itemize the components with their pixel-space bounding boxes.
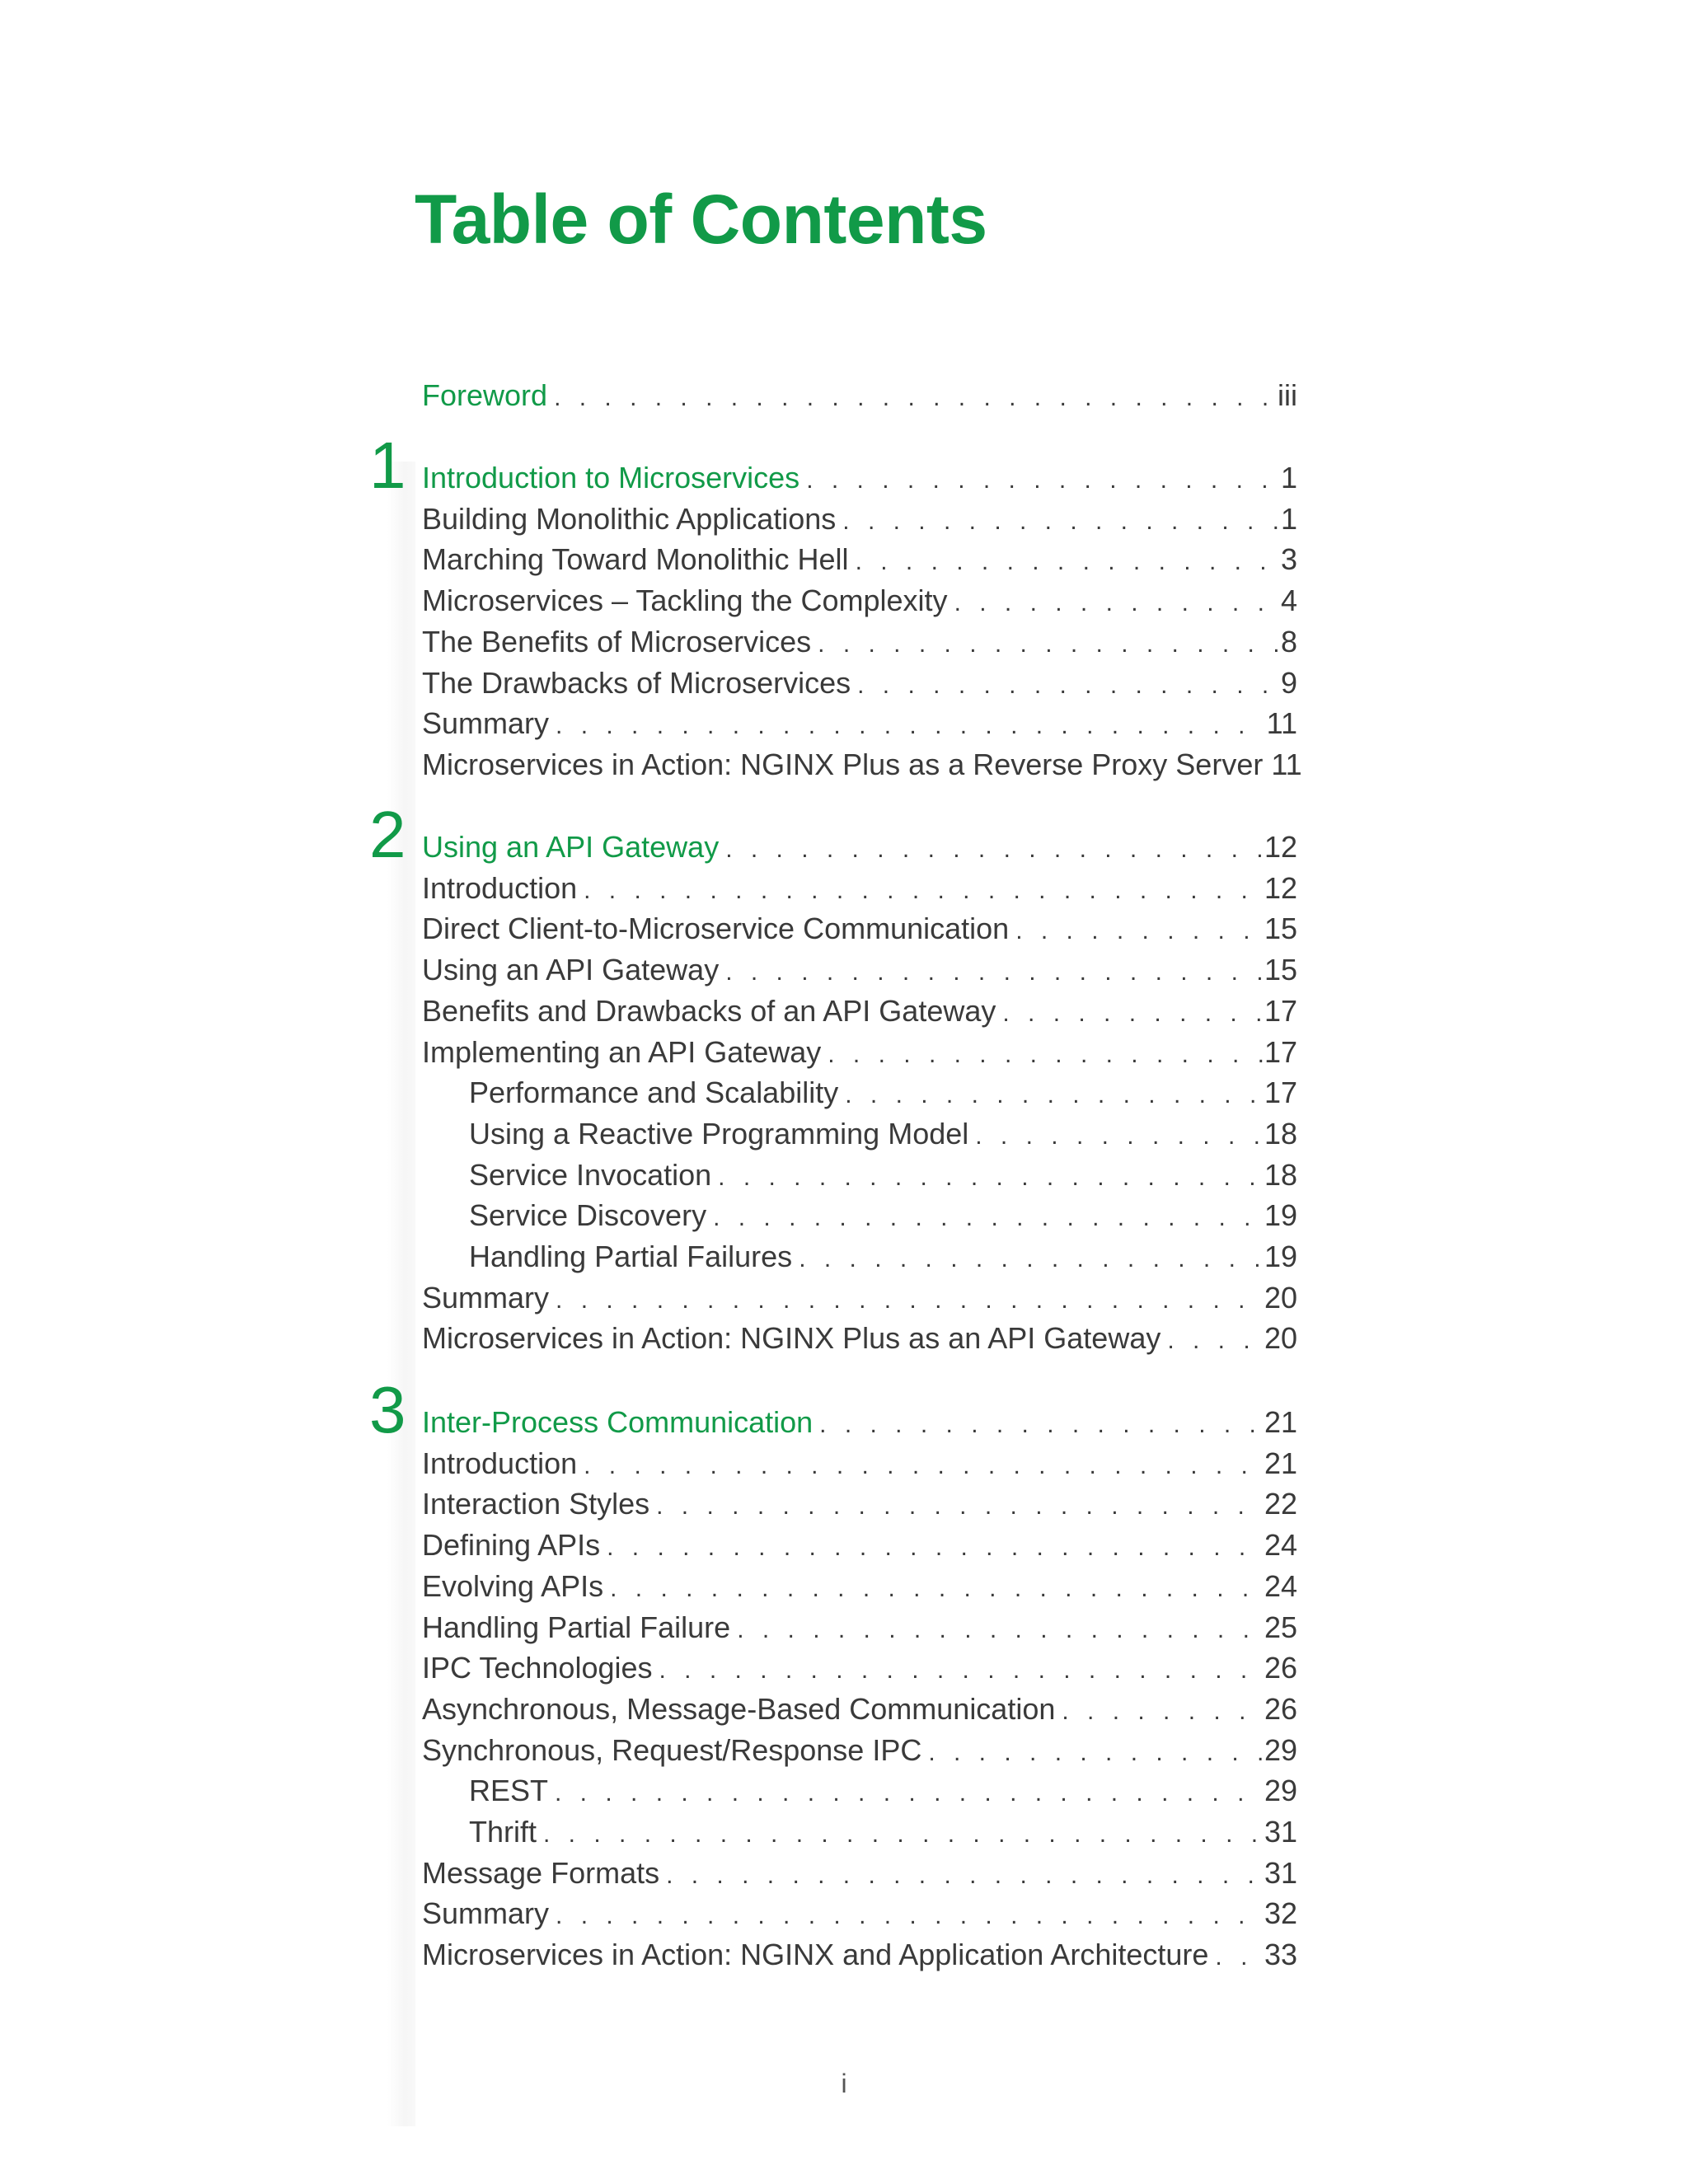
page-edge-shade xyxy=(387,462,415,2126)
dot-leader xyxy=(806,460,1279,501)
toc-entry-label: Performance and Scalability xyxy=(469,1076,839,1110)
dot-leader xyxy=(1167,1320,1263,1361)
toc-entry-label: Summary xyxy=(422,1896,550,1931)
toc-entry-label: Handling Partial Failure xyxy=(422,1610,731,1644)
toc-entry-label: Foreword xyxy=(422,378,548,412)
toc-entry-section[interactable] xyxy=(422,1730,1297,1771)
toc-entry-label: Introduction xyxy=(422,1446,578,1480)
toc-entry-section[interactable] xyxy=(422,1647,1297,1689)
toc-entry-chapter[interactable] xyxy=(422,457,1297,499)
dot-leader xyxy=(659,1650,1263,1691)
dot-leader xyxy=(1215,1937,1263,1978)
toc-entry-label: Summary xyxy=(422,1280,550,1315)
toc-entry-label: Synchronous, Request/Response IPC xyxy=(422,1732,922,1767)
toc-entry-page: 17 xyxy=(1264,1076,1297,1110)
toc-entry-page: 19 xyxy=(1264,1240,1297,1273)
toc-entry-label: IPC Technologies xyxy=(422,1651,653,1685)
toc-entry-page: 19 xyxy=(1264,1198,1297,1233)
dot-leader xyxy=(828,1034,1263,1076)
dot-leader xyxy=(554,377,1276,419)
toc-entry-section[interactable] xyxy=(422,1566,1297,1607)
dot-leader xyxy=(1062,1691,1263,1732)
toc-entry-section[interactable] xyxy=(422,868,1297,909)
toc-entry-section[interactable] xyxy=(422,1893,1297,1934)
toc-entry-section[interactable] xyxy=(422,499,1297,540)
dot-leader xyxy=(584,1446,1263,1487)
toc-entry-label: Service Discovery xyxy=(469,1198,707,1233)
toc-entry-page: 8 xyxy=(1280,624,1297,658)
toc-entry-page: 26 xyxy=(1264,1651,1297,1685)
toc-entry-page: 18 xyxy=(1264,1157,1297,1192)
toc-entry-label: Direct Client-to-Microservice Communication xyxy=(422,912,1010,946)
toc-entry-label: Using an API Gateway xyxy=(422,830,720,864)
toc-entry-label: Inter-Process Communication xyxy=(422,1405,814,1439)
toc-entry-label: Using an API Gateway xyxy=(422,953,720,987)
toc-entry-page: 11 xyxy=(1271,747,1302,781)
chapter-number: 3 xyxy=(369,1373,406,1446)
toc-entry-page: 12 xyxy=(1264,870,1297,905)
toc-entry-section[interactable] xyxy=(422,949,1297,991)
toc-entry-label: Building Monolithic Applications xyxy=(422,501,837,536)
dot-leader xyxy=(857,665,1279,706)
toc-entry-label: Message Formats xyxy=(422,1855,660,1890)
toc-entry-subsection[interactable] xyxy=(469,1811,1297,1853)
toc-entry-page: 32 xyxy=(1264,1896,1297,1931)
dot-leader xyxy=(842,501,1279,542)
dot-leader xyxy=(666,1855,1263,1896)
page-title: Table of Contents xyxy=(415,180,987,258)
dot-leader xyxy=(556,1280,1263,1321)
toc-entry-subsection[interactable] xyxy=(469,1113,1297,1155)
toc-entry-label: Marching Toward Monolithic Hell xyxy=(422,542,849,577)
toc-entry-page: 26 xyxy=(1264,1691,1297,1726)
toc-entry-section[interactable] xyxy=(422,991,1297,1032)
toc-entry-label: Asynchronous, Message-Based Communication xyxy=(422,1691,1056,1726)
toc-entry-label: Evolving APIs xyxy=(422,1568,604,1603)
toc-entry-label: Service Invocation xyxy=(469,1157,712,1192)
toc-entry-page: 4 xyxy=(1280,583,1297,618)
toc-entry-section[interactable] xyxy=(422,908,1297,949)
dot-leader xyxy=(845,1075,1263,1116)
toc-entry-page: 15 xyxy=(1264,953,1297,987)
toc-entry-chapter[interactable] xyxy=(422,1402,1297,1443)
dot-leader xyxy=(856,541,1279,583)
toc-entry-label: Handling Partial Failures xyxy=(469,1240,793,1273)
dot-leader xyxy=(1002,993,1263,1034)
toc-entry-section[interactable] xyxy=(422,663,1297,704)
toc-entry-section[interactable] xyxy=(422,580,1297,621)
toc-entry-label: Summary xyxy=(422,706,550,741)
toc-entry-page: 20 xyxy=(1264,1321,1297,1356)
toc-entry-page: 29 xyxy=(1264,1732,1297,1767)
toc-entry-page: 12 xyxy=(1264,830,1297,864)
toc-entry-page: 17 xyxy=(1264,993,1297,1028)
toc-entry-label: Introduction xyxy=(422,870,578,905)
toc-entry-page: 33 xyxy=(1264,1938,1297,1972)
dot-leader xyxy=(818,624,1279,665)
dot-leader xyxy=(656,1486,1263,1527)
toc-entry-section[interactable] xyxy=(422,1853,1297,1894)
toc-entry-page: iii xyxy=(1278,378,1297,412)
toc-entry-label: REST xyxy=(469,1774,549,1808)
toc-entry-foreword[interactable] xyxy=(422,375,1297,416)
toc-entry-page: 31 xyxy=(1264,1815,1297,1849)
toc-entry-page: 3 xyxy=(1280,542,1297,577)
toc-entry-label: Microservices – Tackling the Complexity xyxy=(422,583,948,618)
toc-entry-page: 9 xyxy=(1280,665,1297,700)
dot-leader xyxy=(928,1732,1263,1774)
toc-entry-section[interactable] xyxy=(422,1483,1297,1525)
dot-leader xyxy=(737,1610,1263,1651)
toc-entry-subsection[interactable] xyxy=(469,1072,1297,1113)
toc-entry-page: 17 xyxy=(1264,1034,1297,1069)
dot-leader xyxy=(555,1773,1263,1814)
dot-leader xyxy=(975,1116,1263,1157)
toc-entry-section[interactable] xyxy=(422,744,1302,785)
dot-leader xyxy=(543,1814,1263,1855)
toc-entry-section[interactable] xyxy=(422,1689,1297,1730)
toc-entry-section[interactable] xyxy=(422,1318,1297,1359)
toc-entry-subsection[interactable] xyxy=(469,1770,1297,1811)
toc-entry-page: 25 xyxy=(1264,1610,1297,1644)
toc-entry-label: Defining APIs xyxy=(422,1528,601,1563)
toc-entry-section[interactable] xyxy=(422,1032,1297,1073)
toc-entry-section[interactable] xyxy=(422,1934,1297,1975)
toc-entry-section[interactable] xyxy=(422,1525,1297,1566)
toc-entry-section[interactable] xyxy=(422,1277,1297,1319)
toc-entry-page: 20 xyxy=(1264,1280,1297,1315)
toc-entry-label: Using a Reactive Programming Model xyxy=(469,1116,969,1151)
dot-leader xyxy=(556,705,1265,747)
toc-entry-subsection[interactable] xyxy=(469,1236,1297,1277)
toc-entry-page: 31 xyxy=(1264,1855,1297,1890)
toc-entry-section[interactable] xyxy=(422,703,1297,744)
toc-entry-page: 24 xyxy=(1264,1528,1297,1563)
toc-entry-label: Microservices in Action: NGINX Plus as a Reverse Proxy Server xyxy=(422,747,1264,781)
dot-leader xyxy=(610,1568,1263,1610)
dot-leader xyxy=(584,870,1263,912)
chapter-number: 2 xyxy=(369,798,406,871)
toc-entry-section[interactable] xyxy=(422,539,1297,580)
toc-entry-section[interactable] xyxy=(422,1607,1297,1648)
dot-leader xyxy=(725,829,1263,870)
dot-leader xyxy=(607,1527,1263,1568)
dot-leader xyxy=(1015,911,1263,952)
toc-entry-page: 29 xyxy=(1264,1774,1297,1808)
toc-entry-page: 11 xyxy=(1266,706,1297,741)
toc-entry-subsection[interactable] xyxy=(469,1155,1297,1196)
dot-leader xyxy=(725,952,1263,993)
toc-entry-page: 21 xyxy=(1264,1446,1297,1480)
dot-leader xyxy=(713,1197,1263,1239)
toc-entry-page: 1 xyxy=(1280,461,1297,494)
toc-entry-label: Thrift xyxy=(469,1815,537,1849)
page-number: i xyxy=(841,2069,847,2098)
toc-entry-subsection[interactable] xyxy=(469,1195,1297,1236)
toc-entry-label: The Drawbacks of Microservices xyxy=(422,665,851,700)
toc-entry-page: 22 xyxy=(1264,1487,1297,1521)
toc-entry-page: 18 xyxy=(1264,1116,1297,1151)
toc-entry-label: The Benefits of Microservices xyxy=(422,624,812,658)
toc-entry-page: 21 xyxy=(1264,1405,1297,1439)
toc-entry-label: Interaction Styles xyxy=(422,1487,650,1521)
toc-entry-label: Introduction to Microservices xyxy=(422,461,800,494)
dot-leader xyxy=(954,583,1279,624)
toc-entry-section[interactable] xyxy=(422,621,1297,663)
toc-entry-label: Benefits and Drawbacks of an API Gateway xyxy=(422,993,996,1028)
toc-entry-section[interactable] xyxy=(422,1443,1297,1484)
toc-entry-page: 15 xyxy=(1264,912,1297,946)
toc-entry-label: Microservices in Action: NGINX Plus as an API Gateway xyxy=(422,1321,1161,1356)
toc-entry-label: Implementing an API Gateway xyxy=(422,1034,822,1069)
toc-entry-page: 24 xyxy=(1264,1568,1297,1603)
dot-leader xyxy=(819,1404,1263,1446)
toc-entry-chapter[interactable] xyxy=(422,827,1297,868)
dot-leader xyxy=(799,1239,1263,1280)
toc-entry-label: Microservices in Action: NGINX and Application Architecture xyxy=(422,1938,1209,1972)
dot-leader xyxy=(556,1896,1263,1937)
dot-leader xyxy=(718,1157,1263,1198)
chapter-number: 1 xyxy=(369,429,406,502)
toc-entry-page: 1 xyxy=(1280,501,1297,536)
